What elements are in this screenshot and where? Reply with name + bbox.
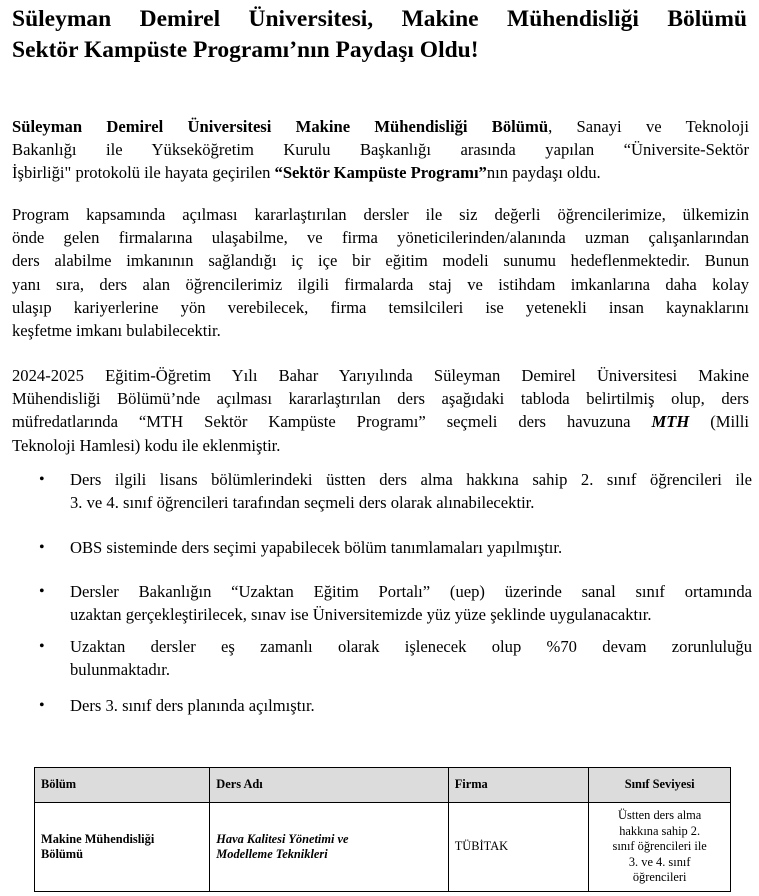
cell-bolum	[35, 803, 210, 892]
course-table	[34, 767, 731, 892]
cell-line: Modelleme Teknikleri	[216, 847, 328, 861]
cell-sinif-seviyesi	[589, 803, 731, 892]
table-row	[35, 803, 731, 892]
cell-line: Bölümü	[41, 847, 84, 861]
intro-line-1	[12, 115, 749, 138]
cell-line: hakkına sahip 2.	[619, 823, 701, 838]
intro-line-1-rest: , Sanayi ve Teknoloji	[548, 117, 749, 136]
bullet-text	[70, 635, 752, 681]
cell-line: Makine Mühendisliği	[41, 831, 155, 846]
table-header-row	[35, 768, 731, 803]
semester-line-2: Mühendisliği Bölümü’nde açılması kararlaştırılan ders aşağıdaki tabloda belirtilmiş olup, ders	[12, 389, 749, 409]
cell-line: 3. ve 4. sınıf	[628, 854, 691, 869]
semester-line-3-post: (Milli	[689, 412, 749, 432]
bullet-icon: •	[39, 697, 45, 714]
semester-line-4: Teknoloji Hamlesi) kodu ile eklenmiştir.	[12, 435, 281, 455]
cell-line: öğrencileri	[632, 870, 687, 885]
bullet-icon: •	[39, 471, 45, 488]
description-line-3: ders alabilme imkanının sağlandığı iç içe bir eğitim modeli sunumu hedeflenmektedir. Bunun	[12, 251, 749, 271]
header-sinif-seviyesi: Sınıf Seviyesi	[589, 768, 731, 803]
description-line-1: Program kapsamında açılması kararlaştırılan dersler ile siz değerli öğrencilerimize, ülkemizin	[12, 205, 749, 224]
bullet-line: OBS sisteminde ders seçimi yapabilecek bölüm tanımlamaları yapılmıştır.	[70, 538, 563, 557]
bullet-line: Ders ilgili lisans bölümlerindeki üstten ders alma hakkına sahip 2. sınıf öğrencileri ile	[70, 470, 752, 489]
cell-ders-adi	[210, 803, 448, 892]
bullet-line: 3. ve 4. sınıf öğrencileri tarafından seçmeli ders olarak alınabilecektir.	[70, 493, 535, 513]
semester-paragraph	[12, 364, 749, 457]
cell-line: Üstten ders alma	[618, 808, 702, 823]
header-bolum: Bölüm	[35, 768, 210, 803]
bullet-line: bulunmaktadır.	[70, 660, 171, 680]
cell-firma: TÜBİTAK	[448, 803, 589, 892]
semester-line-1: 2024-2025 Eğitim-Öğretim Yılı Bahar Yarıyılında Süleyman Demirel Üniversitesi Makine	[12, 366, 749, 385]
bullet-text	[70, 580, 752, 626]
description-line-2: önde gelen firmalarına ulaşabilme, ve firma yöneticilerinden/alanında uzman çalışanlarından	[12, 228, 749, 248]
article-title	[12, 4, 747, 66]
semester-line-3	[12, 410, 749, 433]
bullet-line: Dersler Bakanlığın “Uzaktan Eğitim Portalı” (uep) üzerinde sanal sınıf ortamında	[70, 582, 752, 601]
bullet-icon: •	[39, 638, 45, 655]
program-name: “Sektör Kampüste Programı”	[274, 163, 487, 183]
department-name: Süleyman Demirel Üniversitesi Makine Mühendisliği Bölümü	[12, 117, 549, 136]
mth-code: MTH	[651, 412, 690, 432]
bullet-line: Uzaktan dersler eş zamanlı olarak işlenecek olup %70 devam zorunluluğu	[70, 637, 752, 656]
semester-line-3-pre: müfredatlarında “MTH Sektör Kampüste Programı” seçmeli ders havuzuna	[12, 412, 652, 432]
description-line-6: keşfetme imkanı bulabilecektir.	[12, 321, 221, 341]
intro-line-2: Bakanlığı ile Yükseköğretim Kurulu Başkanlığı arasında yapılan “Üniversite-Sektör	[12, 140, 749, 160]
bullet-text	[70, 468, 752, 514]
intro-line-3-pre: İşbirliği" protokolü ile hayata geçirilen	[12, 163, 275, 183]
header-firma: Firma	[448, 768, 589, 803]
bullet-text	[70, 694, 752, 717]
bullet-icon: •	[39, 539, 45, 556]
cell-line: sınıf öğrencileri ile	[612, 839, 707, 854]
bullet-text	[70, 536, 752, 559]
intro-line-3-post: nın paydaşı oldu.	[486, 163, 601, 183]
description-line-5: ulaşıp kariyerlerine yön verebilecek, firma temsilcileri ise yetenekli insan kaynaklarını	[12, 297, 749, 317]
bullet-line: uzaktan gerçekleştirilecek, sınav ise Üniversitemizde yüz yüze şeklinde uygulanacaktır.	[70, 605, 652, 625]
title-line-2: Sektör Kampüste Programı’nın Paydaşı Oldu!	[12, 37, 479, 63]
intro-line-3	[12, 161, 749, 184]
bullet-icon: •	[39, 583, 45, 600]
program-description-paragraph	[12, 203, 749, 342]
description-line-4: yanı sıra, ders alan öğrencilerimiz ilgili firmalarda staj ve istihdam imkanlarına daha kolay	[12, 274, 749, 294]
title-line-1: Süleyman Demirel Üniversitesi, Makine Mühendisliği Bölümü	[12, 6, 747, 32]
intro-paragraph	[12, 115, 749, 185]
header-ders-adi: Ders Adı	[210, 768, 448, 803]
bullet-line: Ders 3. sınıf ders planında açılmıştır.	[70, 696, 315, 715]
cell-line: Hava Kalitesi Yönetimi ve	[216, 831, 349, 846]
